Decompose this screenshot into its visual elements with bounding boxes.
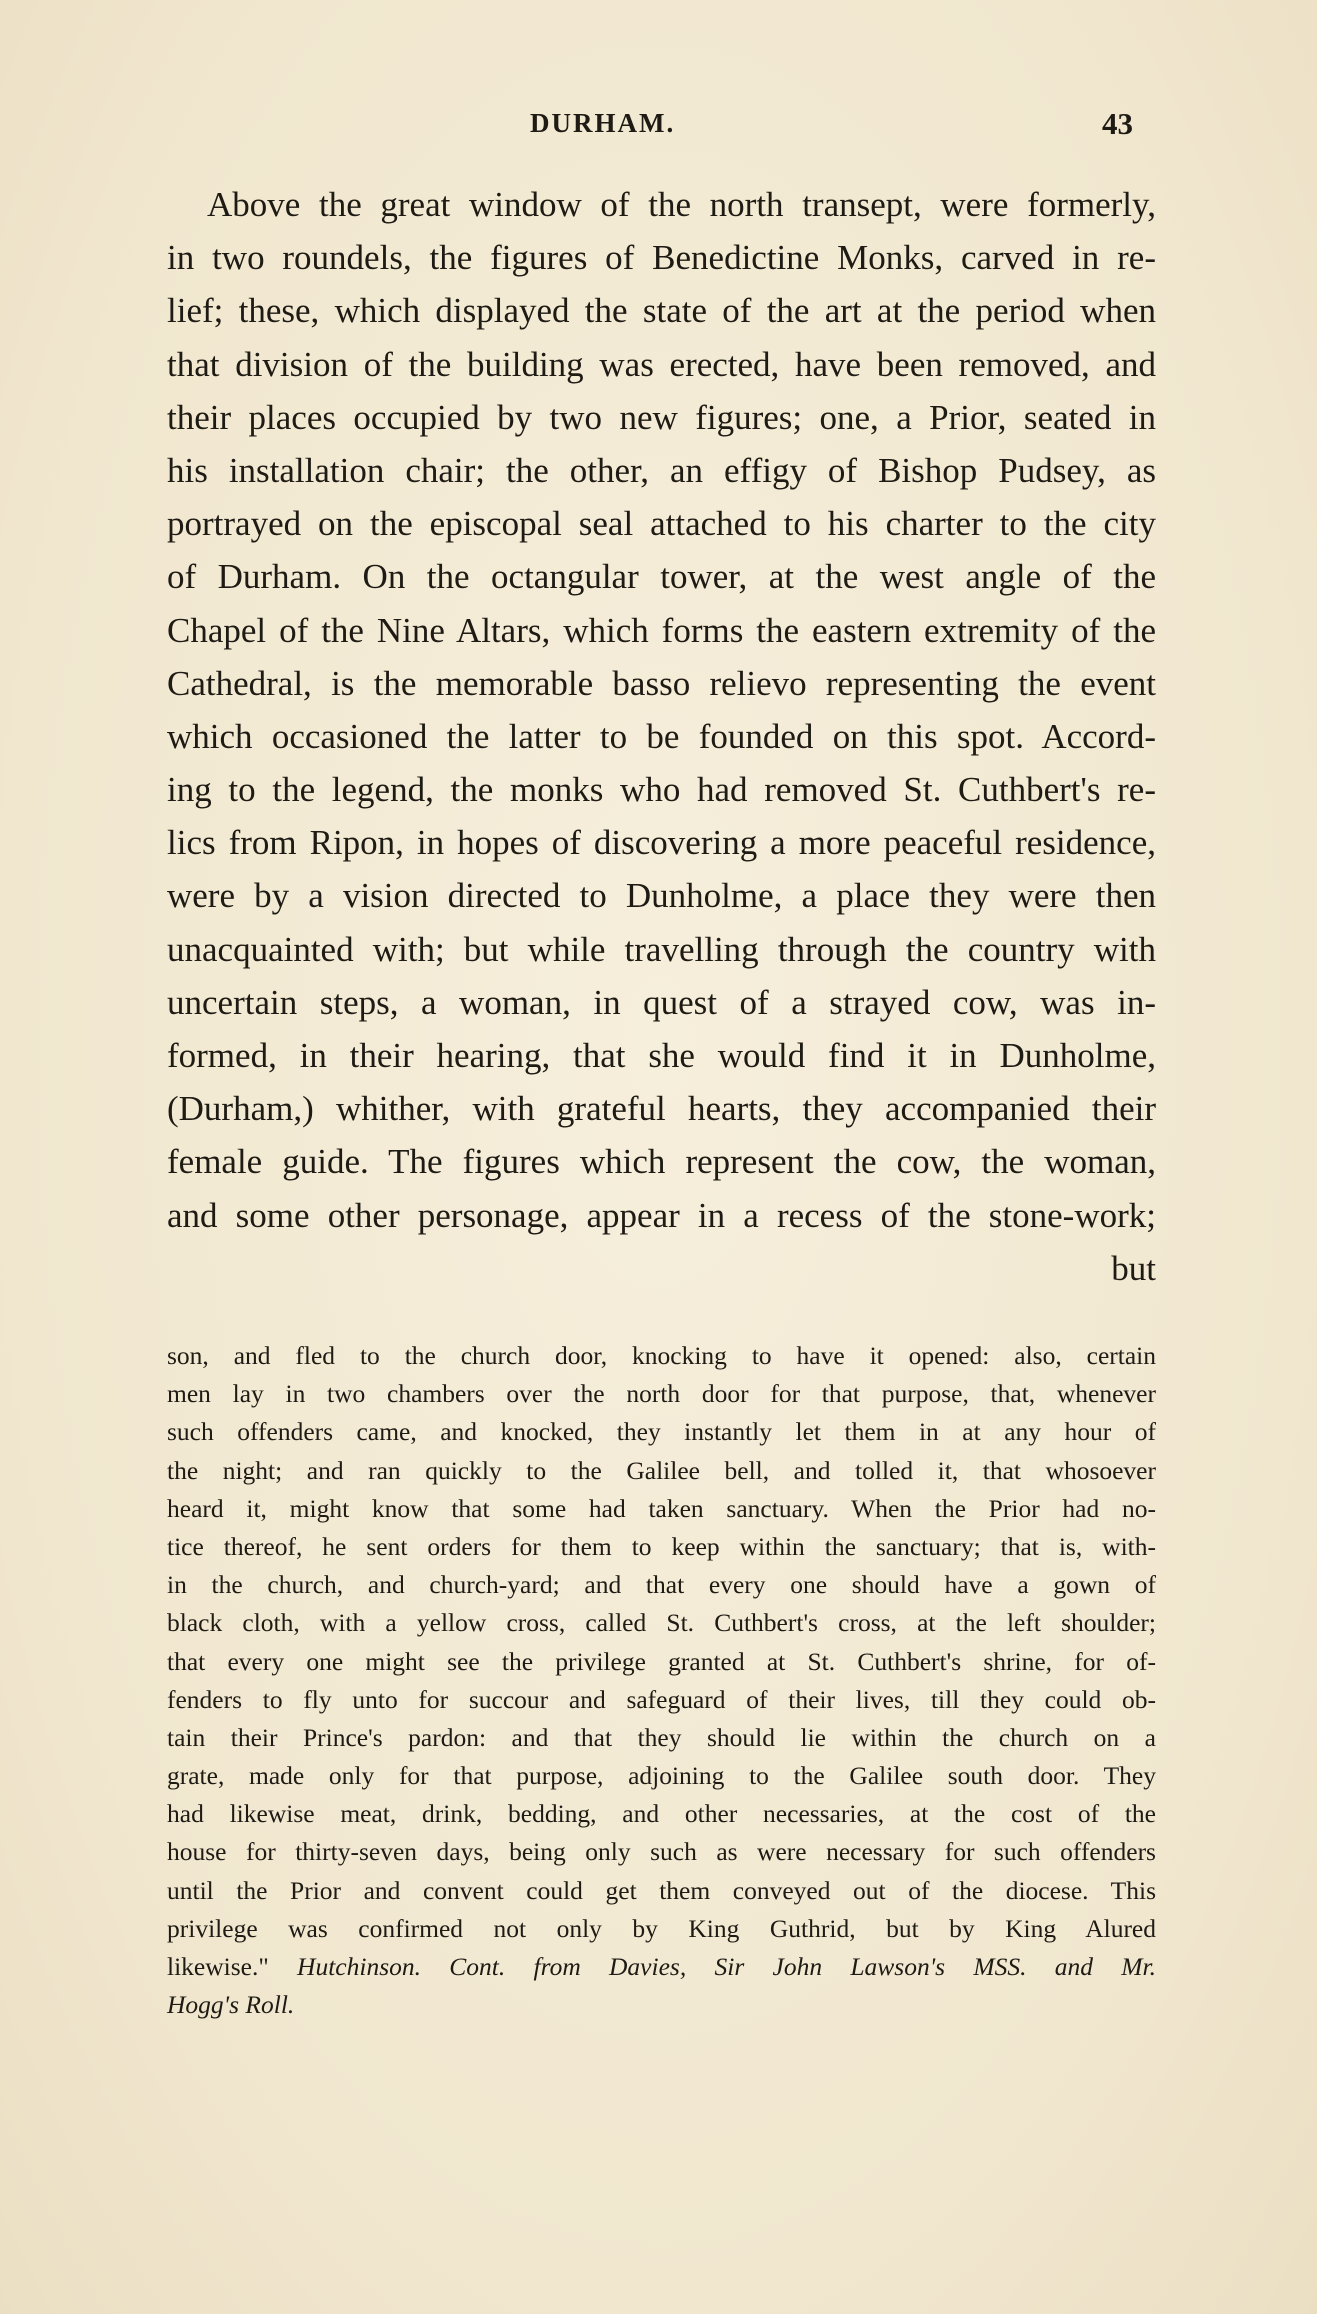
main-text-line: Chapel of the Nine Altars, which forms the eastern extremity of the <box>167 610 1156 650</box>
main-text-line: that division of the building was erected, have been removed, and <box>167 344 1156 384</box>
main-text-line: female guide. The figures which represent the cow, the woman, <box>167 1142 1156 1182</box>
footnote-line: privilege was confirmed not only by King Guthrid, but by King Alured <box>167 1913 1156 1943</box>
footnote-line: fenders to fly unto for succour and safeguard of their lives, till they could ob- <box>167 1684 1156 1714</box>
footnote-line: such offenders came, and knocked, they instantly let them in at any hour of <box>167 1417 1156 1447</box>
footnote-closing-text: likewise." <box>167 1952 269 1981</box>
main-text-line: (Durham,) whither, with grateful hearts, they accompanied their <box>167 1089 1156 1129</box>
main-text-line: portrayed on the episcopal seal attached to his charter to the city <box>167 504 1156 544</box>
footnote-line: tice thereof, he sent orders for them to keep within the sanctuary; that is, with- <box>167 1531 1156 1561</box>
main-text-line: unacquainted with; but while travelling through the country with <box>167 929 1156 969</box>
main-text-line: and some other personage, appear in a recess of the stone-work; <box>167 1195 1156 1235</box>
footnote-line: grate, made only for that purpose, adjoining to the Galilee south door. They <box>167 1761 1156 1791</box>
footnote-block <box>167 1337 1156 2024</box>
running-head: DURHAM. <box>530 108 676 138</box>
main-text-line: his installation chair; the other, an effigy of Bishop Pudsey, as <box>167 450 1156 490</box>
main-text-line: formed, in their hearing, that she would find it in Dunholme, <box>167 1036 1156 1075</box>
page-header <box>0 108 1317 148</box>
footnote-line: heard it, might know that some had taken sanctuary. When the Prior had no- <box>167 1493 1156 1523</box>
footnote-line: that every one might see the privilege granted at St. Cuthbert's shrine, for of- <box>167 1646 1156 1676</box>
main-text-line: were by a vision directed to Dunholme, a place they were then <box>167 876 1156 916</box>
footnote-line: son, and fled to the church door, knocking to have it opened: also, certain <box>167 1341 1156 1370</box>
main-text-line: in two roundels, the figures of Benedictine Monks, carved in re- <box>167 238 1156 278</box>
footnote-closing-line <box>167 1948 1156 1986</box>
main-text-line: Above the great window of the north transept, were formerly, <box>207 185 1156 224</box>
main-text-block <box>167 178 1156 1295</box>
main-text-line: uncertain steps, a woman, in quest of a strayed cow, was in- <box>167 982 1156 1022</box>
footnote-citation: Hutchinson. Cont. from Davies, Sir John Lawson's MSS. and Mr. <box>297 1952 1157 1981</box>
footnote-line: men lay in two chambers over the north door for that purpose, that, whenever <box>167 1379 1156 1409</box>
footnote-line: house for thirty-seven days, being only such as were necessary for such offenders <box>167 1837 1156 1867</box>
page-number: 43 <box>1102 106 1133 141</box>
main-text-line: lief; these, which displayed the state of the art at the period when <box>167 291 1156 331</box>
footnote-line: in the church, and church-yard; and that every one should have a gown of <box>167 1570 1156 1600</box>
footnote-line: until the Prior and convent could get them conveyed out of the diocese. This <box>167 1875 1156 1905</box>
footnote-line: tain their Prince's pardon: and that they should lie within the church on a <box>167 1722 1156 1752</box>
footnote-citation-end: Hogg's Roll. <box>167 1990 295 2020</box>
footnote-line: the night; and ran quickly to the Galilee bell, and tolled it, that whosoever <box>167 1455 1156 1485</box>
main-text-line: ing to the legend, the monks who had removed St. Cuthbert's re- <box>167 770 1156 810</box>
main-text-line: which occasioned the latter to be founded on this spot. Accord- <box>167 716 1156 756</box>
main-text-line: their places occupied by two new figures; one, a Prior, seated in <box>167 397 1156 437</box>
main-text-line: lics from Ripon, in hopes of discovering a more peaceful residence, <box>167 823 1156 863</box>
footnote-line: had likewise meat, drink, bedding, and other necessaries, at the cost of the <box>167 1799 1156 1829</box>
main-text-line: Cathedral, is the memorable basso relievo representing the event <box>167 663 1156 703</box>
main-text-line: of Durham. On the octangular tower, at the west angle of the <box>167 557 1156 597</box>
catchword: but <box>1111 1248 1156 1288</box>
footnote-line: black cloth, with a yellow cross, called St. Cuthbert's cross, at the left shoulder; <box>167 1608 1156 1638</box>
